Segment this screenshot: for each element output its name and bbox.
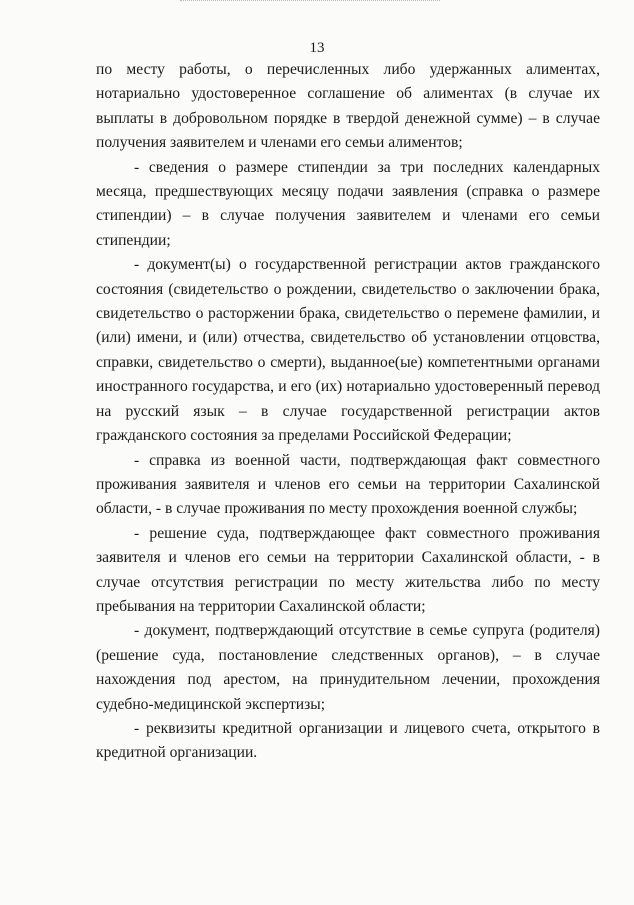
scan-edge-mark bbox=[180, 0, 440, 4]
paragraph-court-decision: - решение суда, подтверждающее факт совместного проживания заявителя и членов его семьи на территории Сахалинской области, - в случае отсутствия регистрации по месту жительства либо по месту пребывания на территории Сахалинской области; bbox=[96, 524, 600, 615]
paragraph-civil-registration: - документ(ы) о государственной регистрации актов гражданского состояния (свидетельство о рождении, свидетельство о заключении брака, свидетельство о расторжении брака, свидетельство о перемене фамилии, и (или) имени, и (или) отчества, свидетельство об установлении отцовства, справки, свидетельство о смерти), выданное(ые) компетентными органами иностранного государства, и его (их) нотариально удостоверенный перевод на русский язык – в случае государственной регистрации актов гражданского состояния за пределами Российской Федерации; bbox=[96, 256, 600, 445]
page-number: 13 bbox=[309, 40, 325, 56]
paragraph-bank-details: - реквизиты кредитной организации и лицевого счета, открытого в кредитной организации. bbox=[96, 719, 600, 762]
paragraph-military-certificate: - справка из военной части, подтверждающая факт совместного проживания заявителя и членов его семьи на территории Сахалинской области, - в случае проживания по месту прохождения военной службы; bbox=[96, 451, 600, 518]
paragraph-spouse-absence: - документ, подтверждающий отсутствие в семье супруга (родителя) (решение суда, постановление следственных органов), – в случае нахождения под арестом, на принудительном лечении, прохождения судебно-медицинской экспертизы; bbox=[96, 622, 600, 713]
paragraph-alimony: по месту работы, о перечисленных либо удержанных алиментах, нотариально удостоверенное соглашение об алиментах (в случае их выплаты в добровольном порядке в твердой денежной сумме) – в случае получения заявителем и членами его семьи алиментов; bbox=[96, 61, 600, 152]
paragraph-stipend: - сведения о размере стипендии за три последних календарных месяца, предшествующих месяцу подачи заявления (справка о размере стипендии) – в случае получения заявителем и членами его семьи стипендии; bbox=[96, 158, 600, 249]
document-body bbox=[96, 58, 600, 766]
